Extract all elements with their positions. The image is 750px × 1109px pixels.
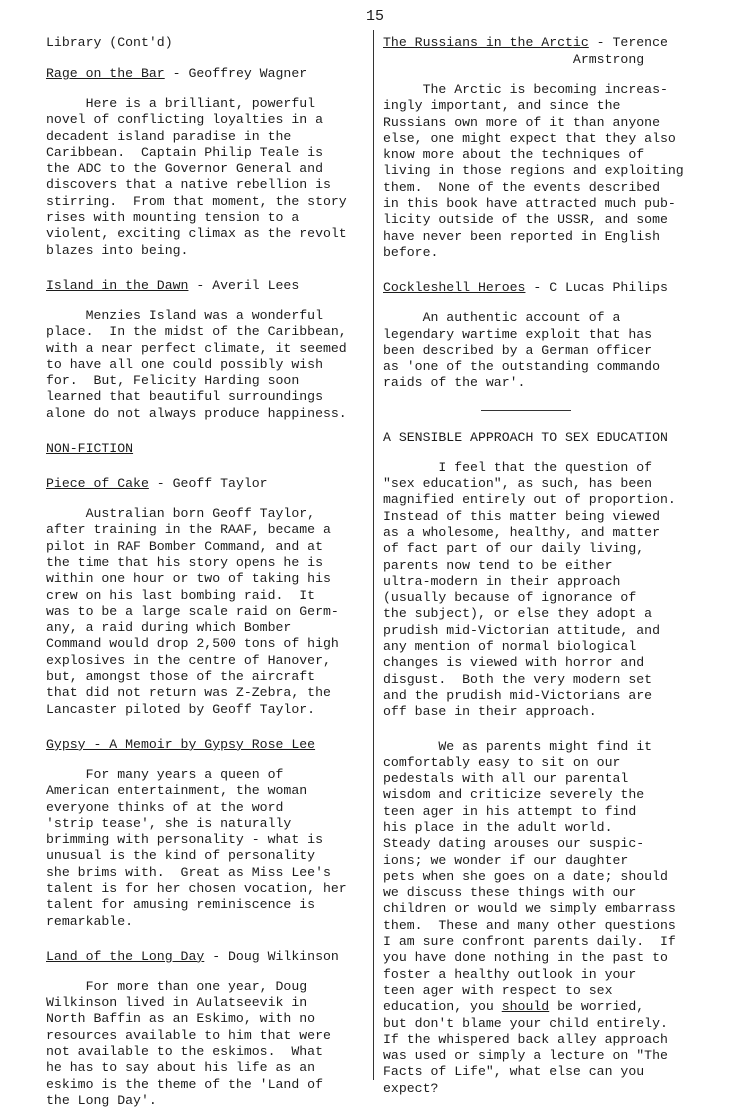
right-column: [383, 34, 705, 1097]
emphasized-word: should: [501, 999, 550, 1015]
review-body: Menzies Island was a wonderful place. In the midst of the Caribbean, with a near perfect climate, it seemed to have all one could possibly wish for. But, Felicity Harding soon learned that beautiful surroundings alone do not always produce happiness.: [46, 307, 347, 421]
article-text: be worried, but don't blame your child entirely. If the whispered back alley approach was used or simply a lecture on "The Facts of Life", what else can you expect?: [383, 999, 668, 1096]
review-body: The Arctic is becoming increas- ingly important, and since the Russians own more of it than anyone else, one might expect that they also know more about the techniques of living in those regions and exploiting them. None of the events described in this book have attracted much pub- licity outside of the USSR, and some have never been reported in English before.: [383, 82, 684, 260]
review-author: - Geoffrey Wagner: [164, 66, 308, 81]
review-author: - C Lucas Philips: [525, 280, 668, 296]
review-author: - Doug Wilkinson: [204, 948, 339, 964]
review-heading: [383, 34, 705, 68]
article-title: A SENSIBLE APPROACH TO SEX EDUCATION: [383, 429, 668, 445]
review-body: Here is a brilliant, powerful novel of conflicting loyalties in a decadent island paradise in the Caribbean. Captain Philip Teale is the ADC to the Governor General and discovers that a native rebellion is stirring. From that moment, the story rises with mounting tension to a violent, exciting climax as the revolt blazes into being.: [46, 96, 347, 258]
review-heading: [46, 475, 368, 492]
review-heading: [383, 279, 705, 296]
review-title: Rage on the Bar: [46, 66, 165, 81]
review-body: An authentic account of a legendary wartime exploit that has been described by a German officer as 'one of the outstanding commando raids of the war'.: [383, 310, 660, 391]
article-paragraph: I feel that the question of "sex education", as such, has been magnified entirely out of proportion. Instead of this matter being viewed as a wholesome, healthy, and matter of fact part of our daily living, parents now tend to be either ultra-modern in their approach (usually because of ignorance of the subject), or else they adopt a prudish mid-Victorian attitude, and any mention of normal biological changes is viewed with horror and disgust. Both the very modern set and the prudish mid-Victorians are off base in their approach.: [383, 459, 676, 720]
section-heading: [46, 440, 368, 457]
section-title: NON-FICTION: [46, 441, 134, 457]
review-heading: [46, 948, 368, 965]
review-heading: [46, 65, 368, 82]
review-title: Gypsy - A Memoir by Gypsy Rose Lee: [46, 736, 316, 752]
review-title: The Russians in the Arctic: [383, 35, 589, 50]
review-title: Piece of Cake: [46, 476, 149, 492]
review-author: - Terence Armstrong: [572, 35, 668, 67]
review-title: Land of the Long Day: [46, 948, 205, 964]
review-body: Australian born Geoff Taylor, after training in the RAAF, became a pilot in RAF Bomber Command, and at the time that his story opens he is within one hour or two of taking his crew on his last bombing raid. It was to be a large scale raid on Germ- any, a raid during which Bomber Command would drop 2,500 tons of high explosives in the centre of Hanover, but, amongst those of the aircraft that did not return was Z-Zebra, the Lancaster piloted by Geoff Taylor.: [46, 506, 339, 717]
review-author: - Geoff Taylor: [148, 476, 268, 492]
review-heading: [46, 736, 368, 753]
library-header: Library (Cont'd): [46, 35, 173, 50]
review-title: Cockleshell Heroes: [383, 280, 526, 296]
review-title: Island in the Dawn: [46, 277, 189, 293]
review-body: For many years a queen of American entertainment, the woman everyone thinks of at the word 'strip tease', she is naturally brimming with personality - what is unusual is the kind of personality she brims with. Great as Miss Lee's talent is for her chosen vocation, her talent for amusing reminiscence is remarkable.: [46, 766, 347, 929]
review-body: For more than one year, Doug Wilkinson lived in Aulatseevik in North Baffin as an Eskimo, with no resources available to him that were not available to the eskimos. What he has to say about his life as an eskimo is the theme of the 'Land of the Long Day'.: [46, 978, 331, 1108]
column-divider: [373, 30, 374, 1080]
review-author: - Averil Lees: [188, 277, 300, 293]
article-text: We as parents might find it comfortably easy to sit on our pedestals with all our parental wisdom and criticize severely the teen ager in his attempt to find his place in the adult world. Steady dating arouses our suspic- ions; we wonder if our daughter pets when she goes on a date; should we discuss these things with our children or would we simply embarrass them. These and many other questions I am sure confront parents daily. If you have done nothing in the past to foster a healthy outlook in your teen ager with respect to sex education, you: [383, 738, 676, 1015]
left-column: [46, 34, 368, 1109]
page-number: 15: [365, 8, 384, 25]
article-paragraph: [383, 739, 705, 1098]
review-heading: [46, 277, 368, 294]
